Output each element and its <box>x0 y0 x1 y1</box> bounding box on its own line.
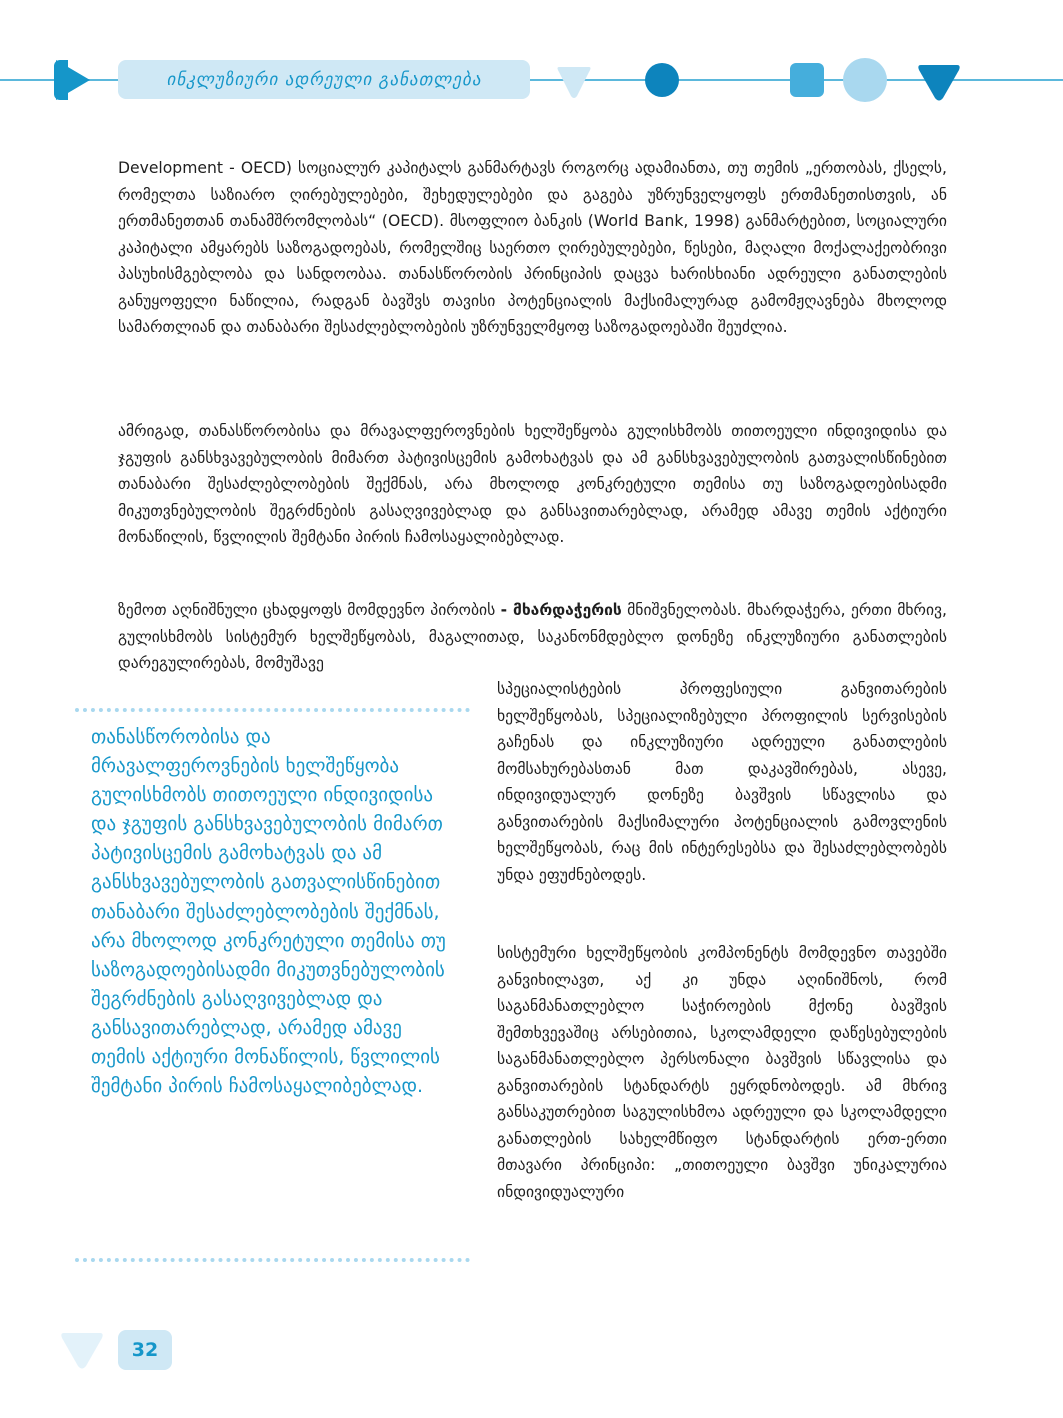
pull-quote: თანასწორობისა და მრავალფეროვნების ხელშეწყობა გულისხმობს თითოეული ინდივიდისა და ჯგუფის განსხვავებულობის მიმართ პატივისცემის გამოხატვას და ამ განსხვავებულობის გათვალისწინებით თანაბარი შესაძლებლობების შექმნას, არა მხოლოდ კონკრეტული თემისა თუ საზოგადოებისადმი მიკუთვნებულობის შეგრძნების გასაღვივებლად და განსავითარებლად, არამედ ამავე თემის აქტიური მონაწილის, წვლილის შემტანი პირის ჩამოსაყალიბებლად. <box>91 726 446 1098</box>
page-number: 32 <box>118 1330 172 1370</box>
header-title: ინკლუზიური ადრეული განათლება <box>118 60 530 99</box>
page-triangle-icon <box>60 1330 104 1370</box>
paragraph-support <box>118 597 947 677</box>
paragraph-equality: ამრიგად, თანასწორობისა და მრავალფეროვნების ხელშეწყობა გულისხმობს თითოეული ინდივიდისა და ჯგუფის განსხვავებულობის მიმართ პატივისცემის გამოხატვას და ამ განსხვავებულობის გათვალისწინებით თანაბარი შესაძლებლობების შექმნას, არა მხოლოდ კონკრეტული თემისა თუ საზოგადოებისადმი მიკუთვნებულობის შეგრძნების გასაღვივებლად და განსავითარებლად, არამედ ამავე თემის აქტიური მონაწილის, წვლილის შემტანი პირის ჩამოსაყალიბებლად. <box>118 422 947 546</box>
paragraph-support-end: მნიშვნელობას. მხარდაჭერა, ერთი მხრივ, გულისხმობს სისტემურ ხელშეწყობას, მაგალითად, საკანონმდებლო დონეზე ინკლუზიური განათლების დარეგულირებას, მომუშავე <box>118 601 947 672</box>
circle-dark-icon <box>645 63 679 97</box>
support-term: - მხარდაჭერის <box>500 601 622 619</box>
play-triangle-icon <box>56 60 90 100</box>
square-icon <box>790 63 824 97</box>
paragraph-system-support: სისტემური ხელშეწყობის კომპონენტს მომდევნო თავებში განვიხილავთ, აქ კი უნდა აღინიშნოს, რომ საგანმანათლებლო საჭიროების მქონე ბავშვის შემთხვევაშიც არსებითია, სკოლამდელი დაწესებულების საგანმანათლებლო პერსონალი ბავშვის სწავლისა და განვითარების სტანდარტს ეყრდნობოდეს. ამ მხრივ განსაკუთრებით საგულისხმოა ადრეული და სკოლამდელი განათლების სახელმწიფო სტანდარტის ერთ-ერთი მთავარი პრინციპი: „თითოეული ბავშვი უნიკალურია ინდივიდუალური <box>497 944 947 1201</box>
paragraph-oecd: Development - OECD) სოციალურ კაპიტალს განმარტავს როგორც ადამიანთა, თუ თემის „ერთობას, ქსელს, რომელთა საზიარო ღირებულებები, შეხედულებები და გაგება უზრუნველყოფს ერთმანეთისთვის, ან ერთმანეთთან თანამშრომლობას“ (OECD). მსოფლიო ბანკის (World Bank, 1998) განმარტებით, სოციალური კაპიტალი ამყარებს საზოგადოებას, რომელშიც საერთო ღირებულებები, წესები, მაღალი მოქალაქეობრივი პასუხისმგებლობა და სანდოობაა. თანასწორობის პრინციპის დაცვა ხარისხიანი ადრეული განათლების განუყოფელი ნაწილია, რადგან ბავშვს თავისი პოტენციალის მაქსიმალურად გამომჟღავნება მხოლოდ სამართლიან და თანაბარი შესაძლებლობების უზრუნველმყოფ საზოგადოებაში შეუძლია. <box>118 159 947 336</box>
quote-top-divider <box>75 708 470 712</box>
paragraph-specialists: სპეციალისტების პროფესიული განვითარების ხელშეწყობას, სპეციალიზებული პროფილის სერვისების გაჩენას და ინკლუზიური ადრეული განათლების მომსახურებასთან მათ დაკავშირებას, ასევე, ინდივიდუალურ დონეზე ბავშვის სწავლისა და განვითარების მაქსიმალური პოტენციალის გამოვლენის ხელშეწყობას, რაც მის ინტერესებსა და შესაძლებლობებს უნდა ეფუძნებოდეს. <box>497 680 947 884</box>
quote-bottom-divider <box>75 1258 470 1262</box>
circle-light-icon <box>843 58 887 102</box>
triangle-dark-icon <box>917 62 961 102</box>
paragraph-support-start: ზემოთ აღნიშნული ცხადყოფს მომდევნო პირობის <box>118 601 501 619</box>
triangle-light-icon <box>556 64 592 100</box>
